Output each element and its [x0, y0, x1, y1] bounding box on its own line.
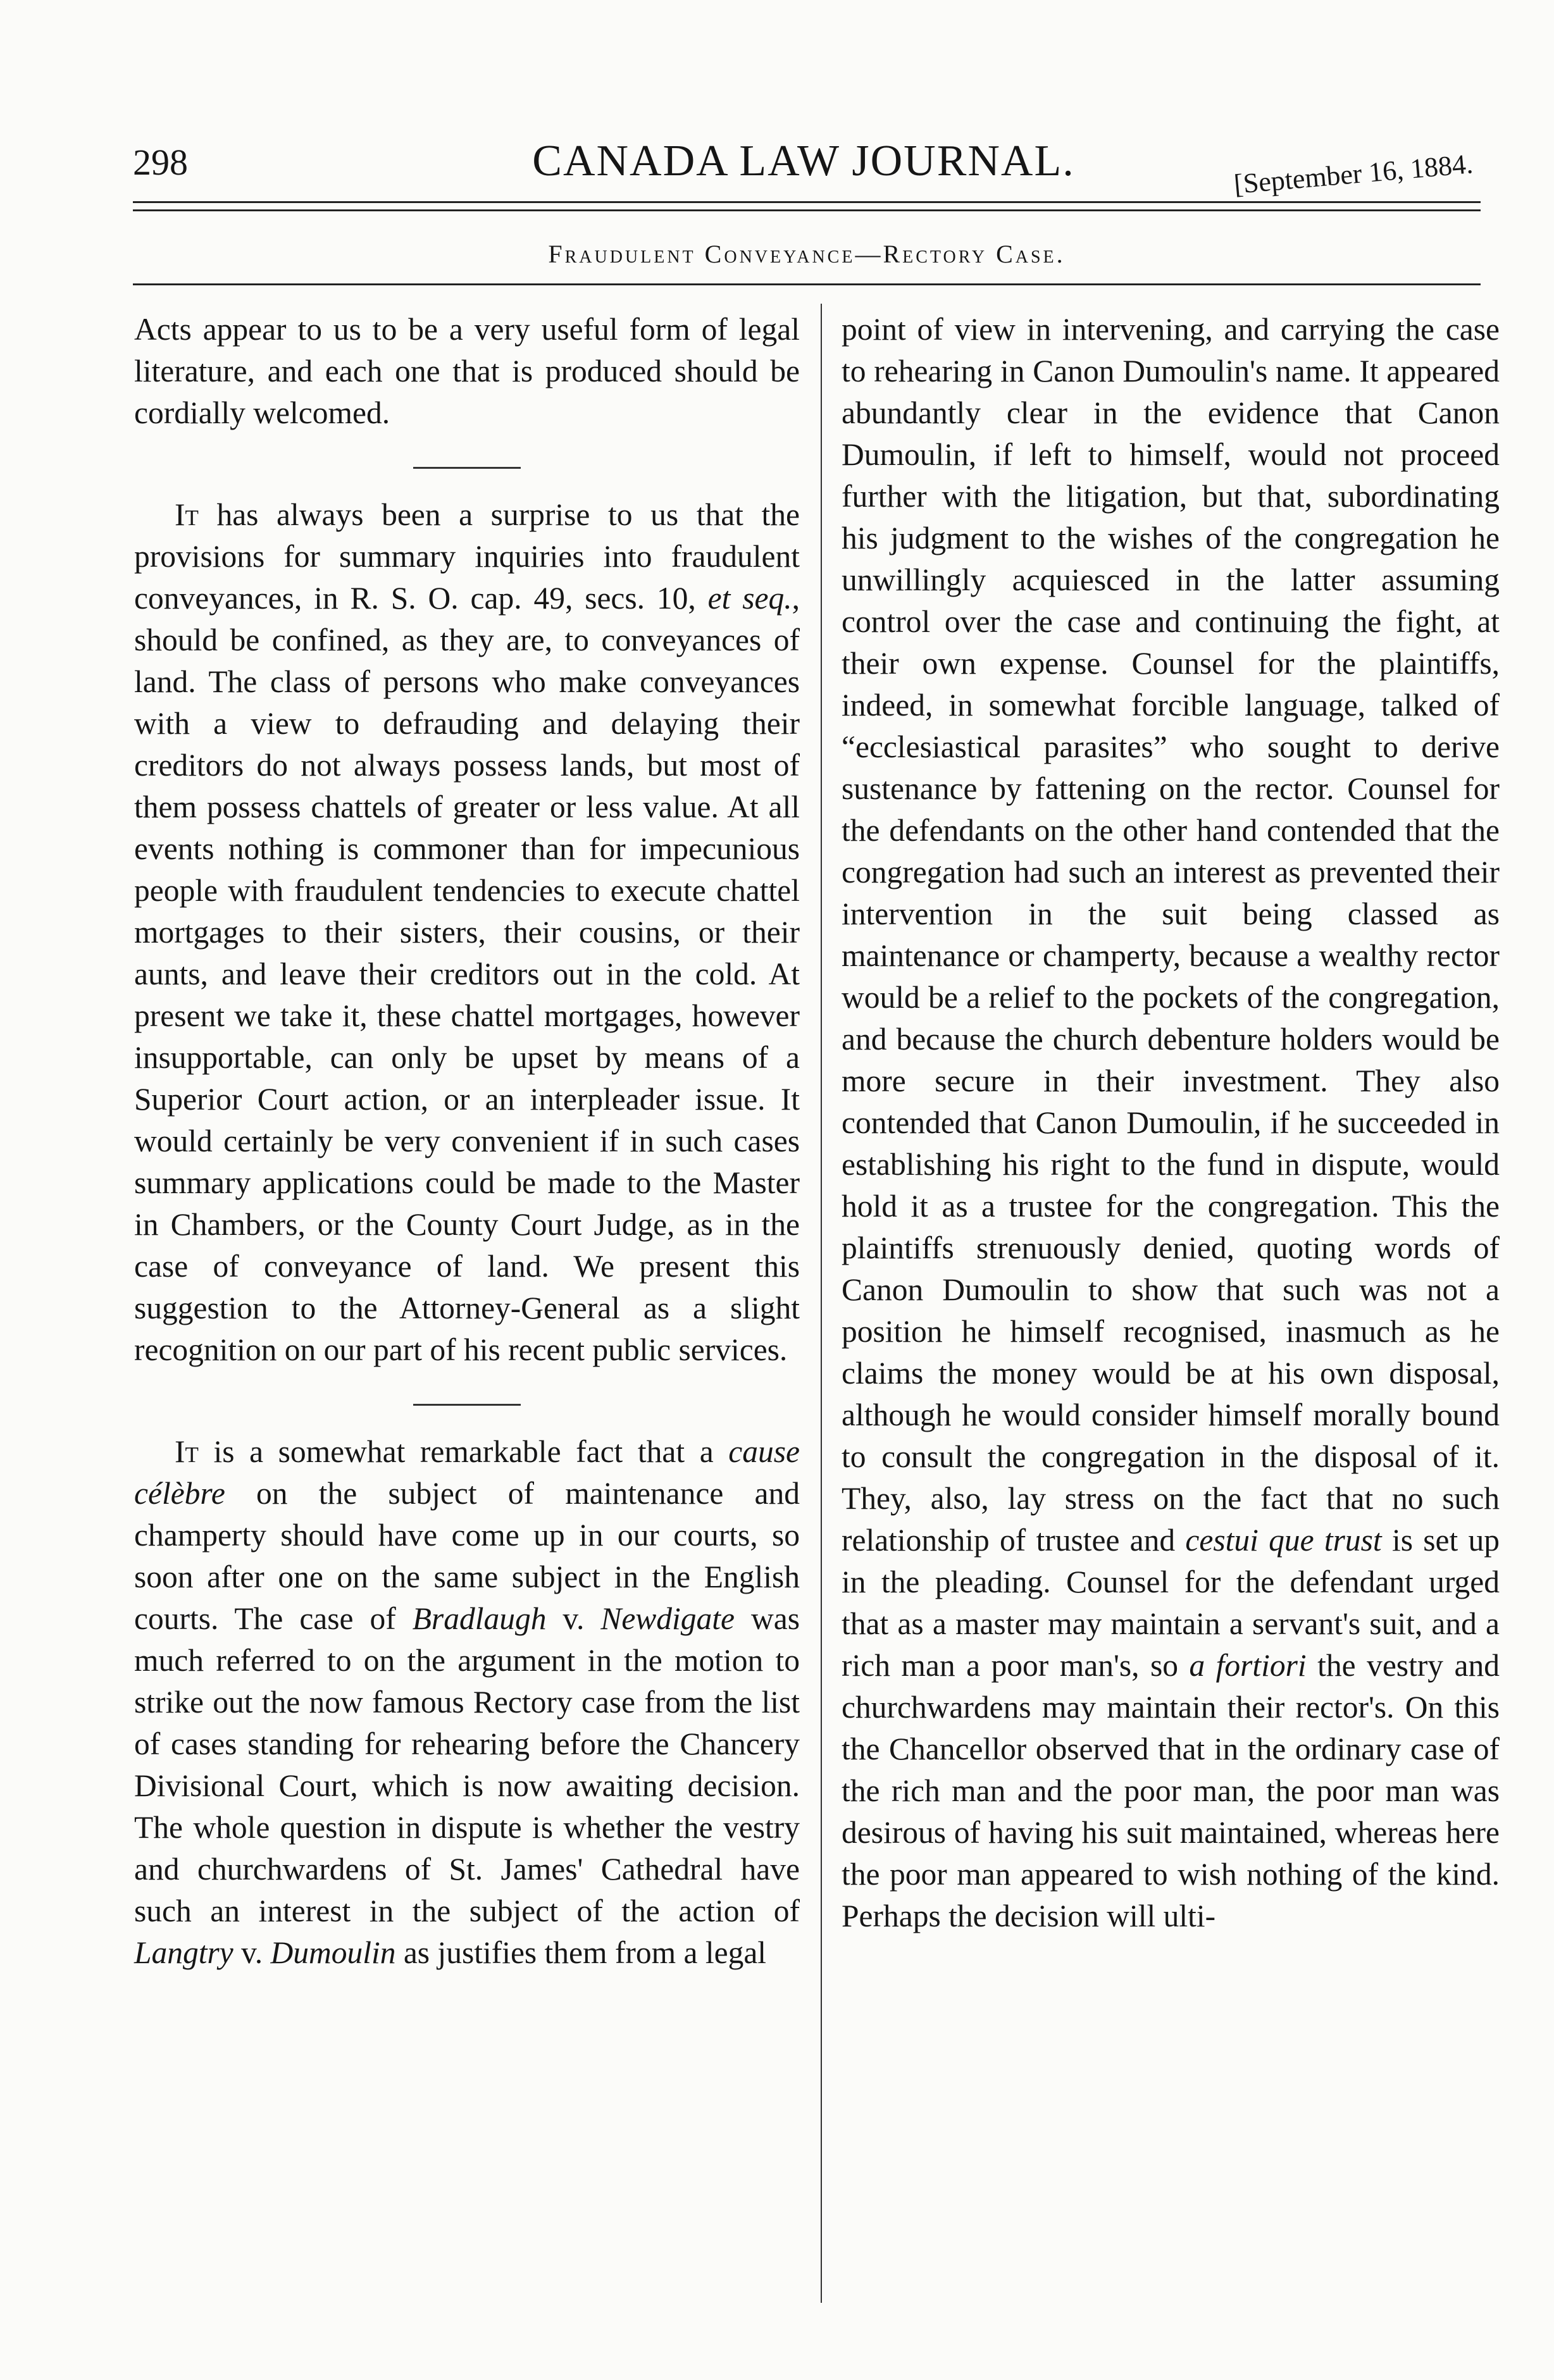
issue-date: [September 16, 1884. — [1233, 148, 1474, 201]
paragraph-continued: Acts appear to us to be a very useful form of legal literature, and each one that is produced should be cordially welcomed. — [134, 312, 800, 430]
column-divider — [821, 304, 822, 2303]
small-caps-opening: It — [175, 1434, 199, 1469]
text-run: v. — [546, 1601, 601, 1636]
section-rule — [133, 283, 1481, 285]
paragraph-rectory-case — [134, 1431, 800, 1974]
case-name: Newdigate — [600, 1601, 735, 1636]
section-heading: Fraudulent Conveyance—Rectory Case. — [548, 240, 1066, 268]
paragraph-fraudulent-conveyances — [134, 494, 800, 1371]
case-name: Dumoulin — [270, 1935, 396, 1970]
running-head — [133, 136, 1474, 201]
page-number: 298 — [133, 142, 188, 183]
text-run: was much referred to on the argument in the motion to strike out the now famous Rectory case from the list of cases standing for rehearing before the Chancery Divisional Court, which is now awaiting decision. The whole question in dispute is whether the vestry and churchwardens of St. James' Cathedral have such an interest in the subject of the action of — [134, 1601, 800, 1928]
left-column — [134, 309, 800, 2302]
paragraph-separator-rule — [413, 467, 521, 469]
paragraph-separator-rule — [413, 1404, 521, 1406]
text-run: v. — [233, 1935, 271, 1970]
text-run: has always been a surprise to us that the provisions for summary inquiries into fraudulent conveyances, in R. S. O. cap. 49, secs. 10, — [134, 497, 800, 616]
italic-term: cause célèbre — [134, 1434, 800, 1511]
text-run: is a somewhat remarkable fact that a — [198, 1434, 729, 1469]
right-column — [842, 309, 1500, 2302]
italic-term: cestui que trust — [1185, 1523, 1382, 1558]
header-double-rule — [133, 201, 1481, 211]
italic-term: a fortiori — [1189, 1648, 1307, 1683]
italic-term: et seq. — [707, 581, 792, 616]
journal-title: CANADA LAW JOURNAL. — [532, 137, 1075, 185]
text-run: the vestry and churchwardens may maintain their rector's. On this the Chancellor observed that in the ordinary case of the rich man and the poor man, the poor man was desirous of having his suit maintained, whereas here the poor man appeared to wish nothing of the kind. Perhaps the decision will ulti- — [842, 1648, 1500, 1933]
case-name: Bradlaugh — [412, 1601, 547, 1636]
text-run: point of view in intervening, and carrying the case to rehearing in Canon Dumoulin's name. It appeared abundantly clear in the evidence that Canon Dumoulin, if left to himself, would not proceed further with the litigation, but that, subordinating his judgment to the wishes of the congregation he unwillingly acquiesced in the latter assuming control over the case and continuing the fight, at their own expense. Counsel for the plaintiffs, indeed, in somewhat forcible language, talked of “ecclesiastical parasites” who sought to derive sustenance by fattening on the rector. Counsel for the defendants on the other hand contended that the congregation had such an interest as prevented their intervention in the suit being classed as maintenance or champerty, because a wealthy rector would be a relief to the pockets of the congregation, and because the church debenture holders would be more secure in their investment. They also contended that Canon Dumoulin, if he succeeded in establishing his right to the fund in dispute, would hold it as a trustee for the congregation. This the plaintiffs strenuously denied, quoting words of Canon Dumoulin to show that such was not a position he himself recognised, inasmuch as he claims the money would be at his own disposal, although he would consider himself morally bound to consult the congregation in the disposal of it. They, also, lay stress on the fact that no such relationship of trustee and — [842, 312, 1500, 1558]
text-run: , should be confined, as they are, to conveyances of land. The class of persons who make conveyances with a view to defrauding and delaying their creditors do not always possess lands, but most of them possess chattels of greater or less value. At all events nothing is commoner than for impecunious people with fraudulent tendencies to execute chattel mortgages to their sisters, their cousins, or their aunts, and leave their creditors out in the cold. At present we take it, these chattel mortgages, however insupportable, can only be upset by means of a Superior Court action, or an interpleader issue. It would certainly be very convenient if in such cases summary applications could be made to the Master in Chambers, or the County Court Judge, as in the case of conveyance of land. We present this suggestion to the Attorney-General as a slight recognition on our part of his recent public services. — [134, 581, 800, 1367]
text-run: as justifies them from a legal — [395, 1935, 767, 1970]
text-run: on the subject of maintenance and champerty should have come up in our courts, so soon after one on the same subject in the English courts. The case of — [134, 1476, 800, 1636]
small-caps-opening: It — [175, 497, 199, 532]
case-name: Langtry — [134, 1935, 233, 1970]
paragraph-continued — [842, 309, 1500, 1937]
text-run: is set up in the pleading. Counsel for the defendant urged that as a master may maintain a servant's suit, and a rich man a poor man's, so — [842, 1523, 1500, 1683]
